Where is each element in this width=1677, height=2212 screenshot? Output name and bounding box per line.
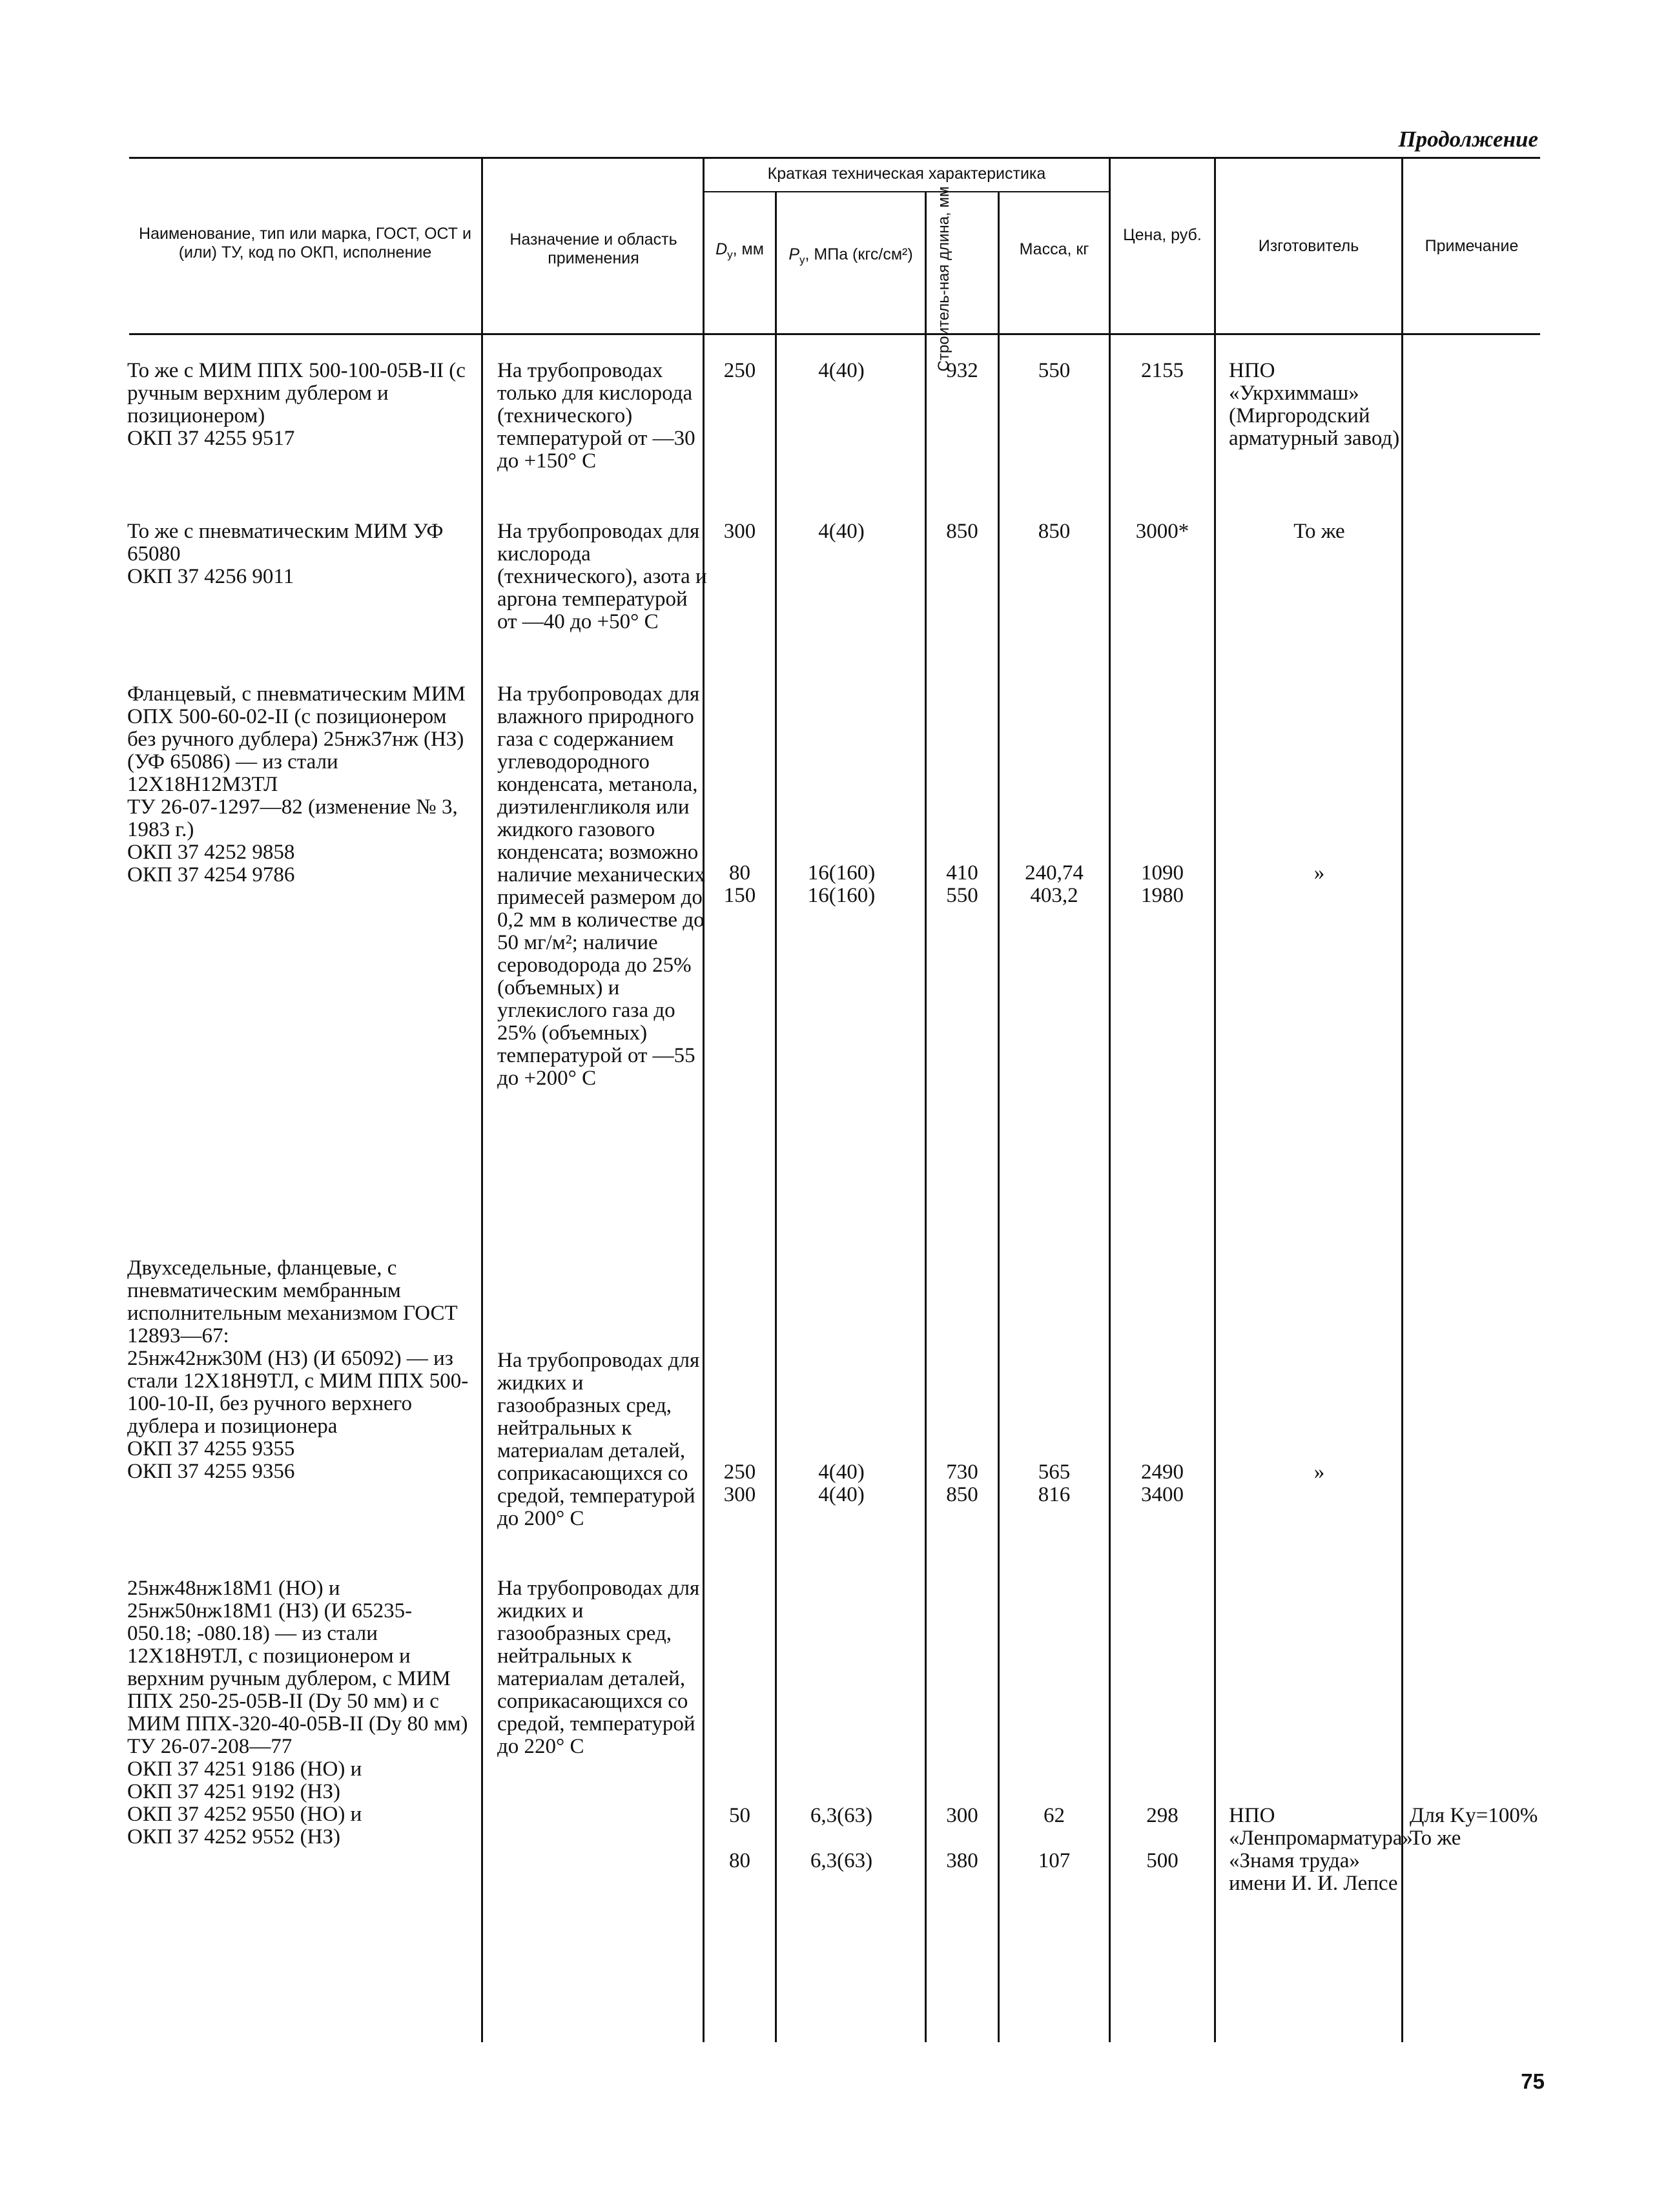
py-unit: , МПа (кгс/см²) <box>805 245 913 263</box>
header-length: Строитель-ная длина, мм <box>935 186 952 372</box>
row-5-purpose: На трубопроводах для жидких и газообразных сред, нейтральных к материалам деталей, соприкасающихся со средой, температурой до 220° С <box>497 1577 700 1758</box>
row-4-name: Двухседельные, фланцевые, с пневматическим мембранным исполнительным механизмом ГОСТ 12893—67: 25нж42нж30М (НЗ) (И 65092) — из стали 12Х18Н9ТЛ, с МИМ ППХ 500-100-10-II, без ручного верхнего дублера и позиционера ОКП 37 4255 9355 ОКП 37 4255 9356 <box>127 1256 469 1483</box>
row-2-mass: 850 <box>1038 520 1071 543</box>
table-top-rule <box>129 157 1540 159</box>
row-5-mass: 62 107 <box>1038 1804 1071 1872</box>
row-4-mass: 565 816 <box>1038 1460 1071 1506</box>
row-2-name: То же с пневматическим МИМ УФ 65080 ОКП 37 4256 9011 <box>127 520 444 588</box>
row-1-length: 932 <box>946 359 978 382</box>
row-3-purpose: На трубопроводах для влажного природного газа с содержанием углеводородного конденсата, метанола, диэтиленгликоля или жидкого газового конденсата; возможно наличие механических примесей размером до 0,2 мм в количестве до 50 мг/м²; наличие сероводорода до 25% (объемных) и углекислого газа до 25% (объемных) температурой от —55 до +200° С <box>497 682 705 1090</box>
row-3-mass: 240,74 403,2 <box>1025 861 1084 907</box>
row-1-py: 4(40) <box>818 359 865 382</box>
continued-label: Продолжение <box>1398 127 1538 152</box>
row-3-price: 1090 1980 <box>1141 861 1184 907</box>
row-1-mass: 550 <box>1038 359 1071 382</box>
row-4-length: 730 850 <box>946 1460 978 1506</box>
header-dy <box>705 240 775 264</box>
row-3-length: 410 550 <box>946 861 978 907</box>
row-2-purpose: На трубопроводах для кислорода (технического), азота и аргона температурой от —40 до +50° С <box>497 520 707 633</box>
header-maker: Изготовитель <box>1258 237 1359 255</box>
header-name: Наименование, тип или марка, ГОСТ, ОСТ и (или) ТУ, код по ОКП, исполнение <box>139 225 471 261</box>
row-2-price: 3000* <box>1135 520 1189 543</box>
row-4-price: 2490 3400 <box>1141 1460 1184 1506</box>
row-5-name: 25нж48нж18М1 (НО) и 25нж50нж18М1 (НЗ) (И 65235-050.18; -080.18) — из стали 12Х18Н9ТЛ, с позиционером и верхним ручным дублером, с МИМ ППХ 250-25-05В-II (Dу 50 мм) и с МИМ ППХ-320-40-05В-II (Dу 80 мм) ТУ 26-07-208—77 ОКП 37 4251 9186 (НО) и ОКП 37 4251 9192 (НЗ) ОКП 37 4252 9550 (НО) и ОКП 37 4252 9552 (НЗ) <box>127 1577 468 1848</box>
header-note: Примечание <box>1425 237 1519 255</box>
row-5-dy: 50 80 <box>729 1804 750 1872</box>
page-number: 75 <box>1521 2069 1545 2093</box>
header-tech-group: Краткая техническая характеристика <box>767 165 1046 183</box>
row-1-maker: НПО «Укрхиммаш» (Миргородский арматурный завод) <box>1229 359 1400 450</box>
row-4-purpose: На трубопроводах для жидких и газообразных сред, нейтральных к материалам деталей, соприкасающихся со средой, температурой до 200° С <box>497 1349 700 1530</box>
row-2-dy: 300 <box>723 520 756 543</box>
row-3-maker: » <box>1313 861 1325 885</box>
column-divider <box>775 191 777 2042</box>
row-4-py: 4(40) 4(40) <box>818 1460 865 1506</box>
row-2-maker: То же <box>1293 520 1345 543</box>
row-1-dy: 250 <box>723 359 756 382</box>
header-purpose: Назначение и область применения <box>509 230 677 267</box>
row-3-name: Фланцевый, с пневматическим МИМ ОПХ 500-60-02-II (с позиционером без ручного дублера) 25нж37нж (НЗ) (УФ 65086) — из стали 12Х18Н12М3ТЛ ТУ 26-07-1297—82 (изменение № 3, 1983 г.) ОКП 37 4252 9858 ОКП 37 4254 9786 <box>127 682 466 886</box>
py-symbol: P <box>788 245 800 263</box>
row-3-dy: 80 150 <box>723 861 756 907</box>
row-5-maker: НПО «Ленпромарматура» «Знамя труда» имени И. И. Лепсе <box>1229 1804 1413 1895</box>
column-divider <box>925 191 927 2042</box>
dy-unit: , мм <box>732 240 764 258</box>
header-price: Цена, руб. <box>1123 226 1202 244</box>
dy-symbol: D <box>715 240 728 258</box>
row-1-price: 2155 <box>1141 359 1184 382</box>
table-header-rule <box>129 333 1540 335</box>
row-1-purpose: На трубопроводах только для кислорода (технического) температурой от —30 до +150° С <box>497 359 695 473</box>
row-5-length: 300 380 <box>946 1804 978 1872</box>
dy-subscript: у <box>727 249 733 261</box>
tech-group-rule <box>703 191 1111 192</box>
row-4-maker: » <box>1313 1460 1325 1484</box>
row-5-price: 298 500 <box>1146 1804 1178 1872</box>
row-3-py: 16(160) 16(160) <box>807 861 876 907</box>
row-5-note: Для Kу=100% То же <box>1410 1804 1538 1850</box>
column-divider <box>1109 157 1111 2042</box>
row-2-py: 4(40) <box>818 520 865 543</box>
column-divider <box>1214 157 1216 2042</box>
row-1-name: То же с МИМ ППХ 500-100-05В-II (с ручным верхним дублером и позиционером) ОКП 37 4255 9517 <box>127 359 466 450</box>
py-subscript: у <box>799 254 805 266</box>
column-divider <box>998 191 1000 2042</box>
row-2-length: 850 <box>946 520 978 543</box>
header-py <box>777 245 925 269</box>
header-mass: Масса, кг <box>1019 240 1089 258</box>
row-4-dy: 250 300 <box>723 1460 756 1506</box>
row-5-py: 6,3(63) 6,3(63) <box>810 1804 873 1872</box>
column-divider <box>481 157 483 2042</box>
